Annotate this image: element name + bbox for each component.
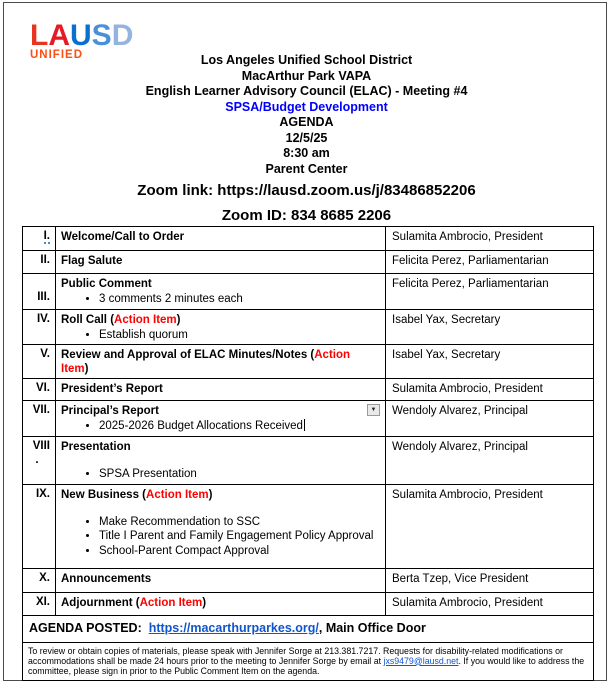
agenda-item-presenter: Berta Tzep, Vice President bbox=[392, 572, 529, 585]
agenda-item: Review and Approval of ELAC Minutes/Notes (Action Item) bbox=[56, 345, 386, 378]
bullet-item: • Make Recommendation to SSC bbox=[99, 515, 380, 530]
logo-letter: S bbox=[91, 19, 112, 52]
bullet-item: • SPSA Presentation bbox=[99, 467, 380, 482]
bullet-item: • 2025-2026 Budget Allocations Received bbox=[99, 419, 380, 434]
agenda-item-number: IV. bbox=[23, 310, 56, 345]
agenda-item-number: IX. bbox=[23, 485, 56, 568]
agenda-item-bullets bbox=[61, 419, 380, 434]
table-row-new-business bbox=[23, 484, 593, 568]
agenda-item: Adjournment (Action Item) bbox=[56, 593, 386, 615]
agenda-item-number: X. bbox=[23, 569, 56, 592]
agenda-item-presenter: Wendoly Alvarez, Principal bbox=[392, 441, 528, 453]
agenda-table bbox=[22, 226, 594, 681]
agenda-item: Welcome/Call to Order bbox=[56, 227, 386, 250]
agenda-item-presenter: Sulamita Ambrocio, President bbox=[392, 596, 543, 609]
agenda-item-bullets bbox=[61, 292, 380, 307]
agenda-item-presenter: Isabel Yax, Secretary bbox=[392, 349, 501, 361]
fine-print: To review or obtain copies of materials, please speak with Jennifer Sorge at 213.381.7217. Requests for disability-related modifications or accommodations shall be made 24 hours prior to the meeting to Jennifer Sorge by email at jxs9479@lausd.net. If you would like to address the committee, please sign in prior to the Public Comment Item on the agenda. bbox=[23, 642, 593, 681]
agenda-item: Public Comment • 3 comments 2 minutes each bbox=[56, 274, 386, 309]
agenda-item-number: XI. bbox=[23, 593, 56, 615]
table-row-roll-call bbox=[23, 309, 593, 345]
agenda-item-number: II. bbox=[23, 251, 56, 273]
action-item-flag: Action Item bbox=[146, 488, 209, 501]
bullet-item: • Establish quorum bbox=[99, 328, 380, 343]
agenda-item-number: VIII . bbox=[23, 437, 56, 484]
agenda-item-bullets bbox=[61, 515, 380, 559]
table-row-public-comment bbox=[23, 273, 593, 309]
table-row-adjournment bbox=[23, 592, 593, 615]
bullet-item: • School-Parent Compact Approval bbox=[99, 544, 380, 559]
logo-letter: L bbox=[30, 19, 49, 52]
contact-email-link[interactable]: jxs9479@lausd.net bbox=[383, 655, 459, 666]
agenda-item: Roll Call (Action Item) • Establish quorum bbox=[56, 310, 386, 345]
agenda-item: Announcements bbox=[56, 569, 386, 592]
agenda-item-presenter: Felicita Perez, Parliamentarian bbox=[392, 278, 549, 290]
meeting-date: 12/5/25 bbox=[285, 130, 328, 145]
bullet-item: • 3 comments 2 minutes each bbox=[99, 292, 380, 307]
table-row-flag-salute bbox=[23, 250, 593, 273]
table-row-minutes-approval bbox=[23, 344, 593, 378]
table-row-principals-report bbox=[23, 400, 593, 436]
agenda-posted-row bbox=[23, 615, 593, 642]
table-row-presidents-report bbox=[23, 378, 593, 400]
zoom-id-line: Zoom ID: 834 8685 2206 bbox=[221, 207, 392, 224]
agenda-item-number: VI. bbox=[23, 379, 56, 400]
agenda-item: President’s Report bbox=[56, 379, 386, 400]
action-item-flag: Action Item bbox=[114, 313, 177, 326]
agenda-item-number: I. bbox=[23, 227, 56, 250]
table-row-presentation bbox=[23, 436, 593, 484]
text-cursor bbox=[304, 419, 305, 431]
agenda-item: New Business (Action Item) • Make Recommendation to SSC • Title I Parent and Family Engagement Policy Approval • School-Parent Compact Approval bbox=[56, 485, 386, 568]
logo-letter: A bbox=[48, 19, 70, 52]
agenda-item: Principal’s Report ▼ • 2025-2026 Budget Allocations Received bbox=[56, 401, 386, 436]
meeting-topic: SPSA/Budget Development bbox=[225, 99, 388, 114]
agenda-item-number: VII. bbox=[23, 401, 56, 436]
agenda-item-bullets bbox=[61, 328, 380, 343]
agenda-item-bullets bbox=[61, 467, 380, 482]
agenda-item-presenter: Felicita Perez, Parliamentarian bbox=[392, 255, 549, 267]
dropdown-icon[interactable]: ▼ bbox=[367, 404, 380, 416]
meeting-title: English Learner Advisory Council (ELAC) - Meeting #4 bbox=[145, 84, 468, 98]
school-website-link[interactable]: https://macarthurparkes.org/ bbox=[148, 620, 319, 635]
agenda-item-presenter: Sulamita Ambrocio, President bbox=[392, 231, 543, 243]
agenda-item: Flag Salute bbox=[56, 251, 386, 273]
school-name: MacArthur Park VAPA bbox=[241, 68, 372, 83]
agenda-item-number: V. bbox=[23, 345, 56, 378]
logo-letter: D bbox=[111, 19, 134, 52]
agenda-item-presenter: Sulamita Ambrocio, President bbox=[392, 383, 543, 395]
agenda-item-presenter: Wendoly Alvarez, Principal bbox=[392, 405, 528, 417]
agenda-item-presenter: Isabel Yax, Secretary bbox=[392, 313, 501, 326]
lausd-logo-letters bbox=[30, 19, 134, 52]
agenda-label: AGENDA bbox=[279, 115, 334, 129]
lausd-logo-unified-text: UNIFIED bbox=[30, 49, 83, 61]
district-name: Los Angeles Unified School District bbox=[200, 53, 413, 67]
logo-letter: U bbox=[70, 19, 92, 52]
bullet-item: • Title I Parent and Family Engagement Policy Approval bbox=[99, 529, 380, 544]
agenda-posted-location: , Main Office Door bbox=[318, 620, 426, 635]
zoom-link-line: Zoom link: https://lausd.zoom.us/j/83486852206 bbox=[137, 182, 476, 199]
action-item-flag: Action Item bbox=[139, 596, 203, 609]
agenda-item-number: III. bbox=[23, 274, 56, 309]
agenda-item-presenter: Sulamita Ambrocio, President bbox=[392, 488, 543, 501]
agenda-item: Presentation • SPSA Presentation bbox=[56, 437, 386, 484]
meeting-time: 8:30 am bbox=[283, 146, 330, 160]
agenda-posted-label: AGENDA POSTED: bbox=[29, 620, 149, 635]
document-header bbox=[0, 53, 613, 225]
table-row-welcome bbox=[23, 227, 593, 250]
action-item-flag: Action Item bbox=[61, 349, 351, 375]
meeting-location: Parent Center bbox=[265, 161, 348, 176]
table-row-announcements bbox=[23, 568, 593, 592]
